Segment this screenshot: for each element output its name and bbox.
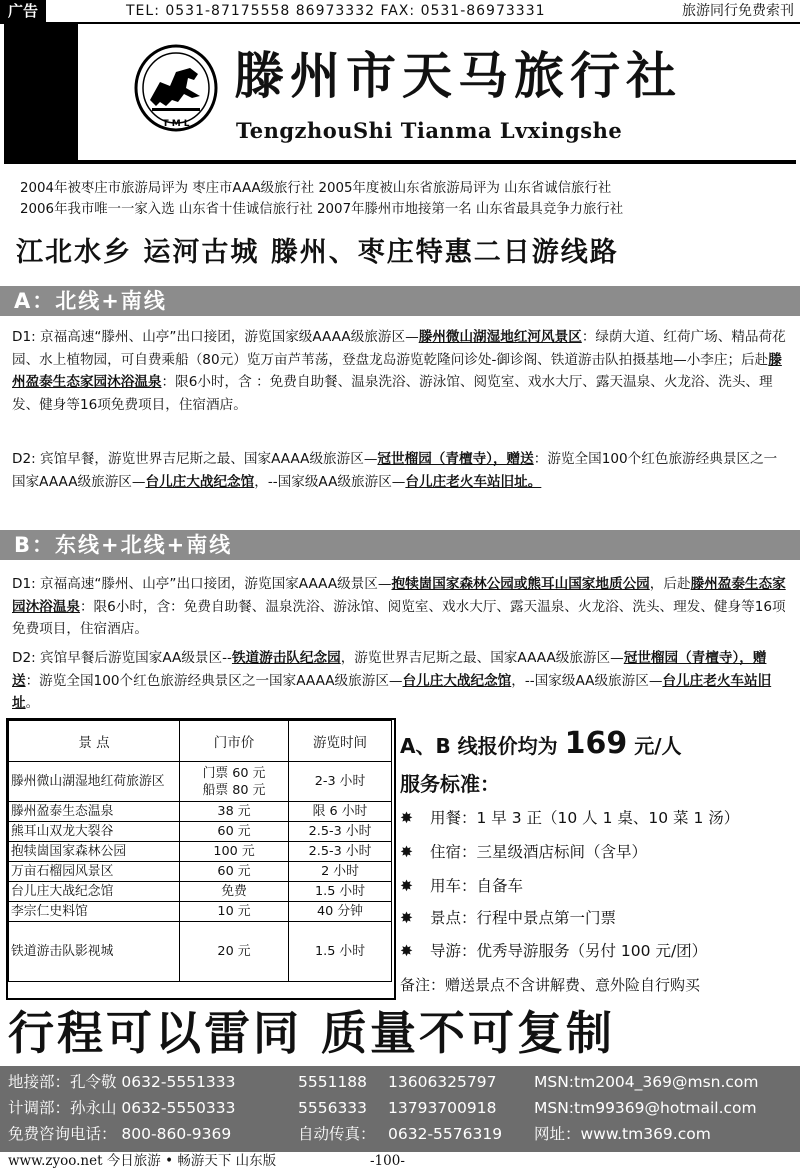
highlight-spot: 台儿庄老火车站旧址。 (405, 473, 542, 490)
itinerary-text: ：游览全国100个红色旅游经典景区之一国家AAAA级旅游区— (12, 451, 778, 490)
contact-cell: 网址：www.tm369.com (534, 1125, 711, 1143)
itinerary-text: 。 (25, 695, 40, 711)
service-item (400, 941, 707, 961)
contact-cell: MSN:tm99369@hotmail.com (534, 1099, 757, 1117)
table-row (9, 862, 392, 882)
bullet-star-icon: ✸ (400, 809, 413, 827)
section-a-title: A：北线+南线 (14, 289, 167, 313)
contact-cell: MSN:tm2004_369@msn.com (534, 1073, 759, 1091)
price-cell: 20 元 (180, 922, 289, 982)
magazine-label: 旅游同行免费索刊 (682, 3, 794, 19)
time-cell: 限 6 小时 (289, 802, 392, 822)
highlight-spot: 台儿庄大战纪念馆 (145, 473, 255, 490)
section-a-d2 (12, 448, 790, 493)
service-text: 景点：行程中景点第一门票 (430, 909, 617, 927)
contact-cell: 5551188 (298, 1073, 368, 1091)
table-row (9, 922, 392, 982)
table-row (9, 822, 392, 842)
col-header-time: 游览时间 (289, 721, 392, 762)
itinerary-text: ，--国家级AA级旅游区— (254, 473, 406, 490)
itinerary-text: ，--国家级AA级旅游区— (511, 672, 663, 689)
remark: 备注：赠送景点不含讲解费、意外险自行购买 (400, 976, 701, 994)
time-cell: 2.5-3 小时 (289, 822, 392, 842)
highlight-spot: 抱犊崮国家森林公园或熊耳山国家地质公园 (391, 576, 650, 592)
bullet-star-icon: ✸ (400, 843, 413, 861)
price-cell: 60 元 (180, 862, 289, 882)
price-cell: 免费 (180, 882, 289, 902)
horse-logo-icon (132, 42, 220, 138)
contact-cell: 自动传真： (298, 1125, 376, 1143)
contact-cell: 计调部：孙永山 0632-5550333 (8, 1099, 236, 1117)
price-prefix: A、B 线报价均为 (400, 734, 565, 758)
spot-cell: 熊耳山双龙大裂谷 (9, 822, 180, 842)
time-cell: 2 小时 (289, 862, 392, 882)
itinerary-text: ，后赴 (649, 576, 691, 592)
agency-name: 滕州市天马旅行社 (234, 47, 682, 105)
contact-cell: 免费咨询电话： 800-860-9369 (8, 1125, 232, 1143)
section-b-d2 (12, 647, 790, 715)
highlight-spot: 滕州盈泰生态家园沐浴温泉 (12, 576, 786, 615)
itinerary-text: D2: 宾馆早餐后游览国家AA级景区-- (12, 650, 232, 666)
price-cell: 10 元 (180, 902, 289, 922)
logo-letters: T M L (162, 119, 190, 129)
itinerary-text: ：游览全国100个红色旅游经典景区之一国家AAAA级旅游区— (25, 672, 403, 689)
highlight-spot: 滕州微山湖湿地红河风景区 (418, 329, 582, 345)
contact-cell: 0632-5576319 (388, 1125, 503, 1143)
bullet-star-icon: ✸ (400, 942, 413, 960)
itinerary-text: D1: 京福高速“滕州、山亭”出口接团，游览国家AAAA级景区— (12, 576, 392, 592)
spot-cell: 抱犊崮国家森林公园 (9, 842, 180, 862)
page-number: -100- (370, 1153, 405, 1169)
slogan: 行程可以雷同 质量不可复制 (8, 1006, 616, 1060)
bullet-star-icon: ✸ (400, 909, 413, 927)
table-row (9, 802, 392, 822)
highlight-spot: 滕州盈泰生态家园沐浴温泉 (12, 351, 782, 390)
table-row (9, 882, 392, 902)
tel-fax-line: TEL: 0531-87175558 86973332 FAX: 0531-86973331 (126, 3, 546, 19)
highlight-spot: 台儿庄大战纪念馆 (402, 672, 512, 689)
table-header-row (9, 721, 392, 762)
agency-name-en: TengzhouShi Tianma Lvxingshe (236, 118, 623, 143)
contact-cell: 13606325797 (388, 1073, 497, 1091)
price-amount: 169 (564, 726, 628, 761)
itinerary-text: ：限6小时，含：免费自助餐、温泉洗浴、游泳馆、阅览室、戏水大厅、露天温泉、火龙浴、洗头、理发、健身等16项免费项目，住宿酒店。 (12, 598, 786, 637)
time-cell: 2.5-3 小时 (289, 842, 392, 862)
service-item (400, 876, 523, 896)
section-a-d1 (12, 326, 790, 416)
spot-cell: 铁道游击队影视城 (9, 922, 180, 982)
spot-cell: 李宗仁史料馆 (9, 902, 180, 922)
contact-cell: 地接部：孔令敬 0632-5551333 (8, 1073, 236, 1091)
highlight-spot: 冠世榴园（青檀寺），赠送 (377, 451, 534, 467)
itinerary-text: D2: 宾馆早餐，游览世界吉尼斯之最、国家AAAA级旅游区— (12, 451, 378, 467)
price-cell: 100 元 (180, 842, 289, 862)
service-item (400, 842, 647, 862)
col-header-price: 门市价 (180, 721, 289, 762)
price-cell: 38 元 (180, 802, 289, 822)
price-table (8, 720, 392, 982)
spot-cell: 台儿庄大战纪念馆 (9, 882, 180, 902)
highlight-spot: 冠世榴园（青檀寺），赠送 (12, 650, 767, 689)
highlight-spot: 铁道游击队纪念园 (231, 650, 341, 666)
itinerary-text: ：限6小时，含 ：免费自助餐、温泉洗浴、游泳馆、阅览室、戏水大厅、露天温泉、火龙浴、洗头、理发、健身等16项免费项目，住宿酒店。 (12, 374, 773, 413)
footer (0, 1152, 800, 1171)
price-cell: 60 元 (180, 822, 289, 842)
itinerary-text: ，游览世界吉尼斯之最、国家AAAA级旅游区— (340, 650, 624, 666)
price-line (400, 726, 682, 761)
time-cell: 1.5 小时 (289, 882, 392, 902)
footer-site: www.zyoo.net 今日旅游 • 畅游天下 山东版 (8, 1153, 277, 1169)
service-text: 导游：优秀导游服务（另付 100 元/团） (430, 942, 708, 960)
col-header-spot: 景 点 (9, 721, 180, 762)
price-cell: 门票 60 元 船票 80 元 (180, 762, 289, 802)
price-suffix: 元/人 (627, 734, 682, 758)
bullet-star-icon: ✸ (400, 877, 413, 895)
contact-cell: 5556333 (298, 1099, 368, 1117)
time-cell: 1.5 小时 (289, 922, 392, 982)
highlight-spot: 台儿庄老火车站旧址 (12, 672, 772, 711)
service-title: 服务标准： (400, 772, 500, 796)
service-text: 住宿：三星级酒店标间（含早） (430, 843, 648, 861)
spot-cell: 滕州盈泰生态温泉 (9, 802, 180, 822)
spot-cell: 万亩石榴园风景区 (9, 862, 180, 882)
section-b-bar (0, 530, 800, 560)
service-text: 用车：自备车 (430, 877, 524, 895)
time-cell: 40 分钟 (289, 902, 392, 922)
spot-cell: 滕州微山湖湿地红荷旅游区 (9, 762, 180, 802)
section-b-d1 (12, 573, 790, 641)
table-row (9, 842, 392, 862)
service-text: 用餐：1 早 3 正（10 人 1 桌、10 菜 1 汤） (430, 809, 740, 827)
headline: 江北水乡 运河古城 滕州、枣庄特惠二日游线路 (16, 237, 619, 268)
time-cell: 2-3 小时 (289, 762, 392, 802)
honor-line-2: 2006年我市唯一一家入选 山东省十佳诚信旅行社 2007年滕州市地接第一名 山东省最具竞争力旅行社 (20, 202, 624, 217)
itinerary-text: D1: 京福高速“滕州、山亭”出口接团，游览国家级AAAA级旅游区— (12, 329, 419, 345)
contact-panel (0, 1066, 800, 1152)
contact-cell: 13793700918 (388, 1099, 497, 1117)
service-item (400, 808, 739, 828)
honor-line-1: 2004年被枣庄市旅游局评为 枣庄市AAA级旅行社 2005年度被山东省旅游局评为 山东省诚信旅行社 (20, 181, 612, 196)
service-item (400, 908, 616, 928)
itinerary-text: ：绿荫大道、红荷广场、精品荷花园、水上植物园，可自费乘船（80元）览万亩芦苇荡，登盘龙岛游览乾隆问诊处-御诊阁、铁道游击队拍摄基地—小李庄；后赴 (12, 329, 786, 368)
section-b-title: B：东线+北线+南线 (14, 533, 233, 557)
ad-tag: 广告 (0, 0, 46, 22)
section-a-bar (0, 286, 800, 316)
table-row (9, 902, 392, 922)
table-row (9, 762, 392, 802)
